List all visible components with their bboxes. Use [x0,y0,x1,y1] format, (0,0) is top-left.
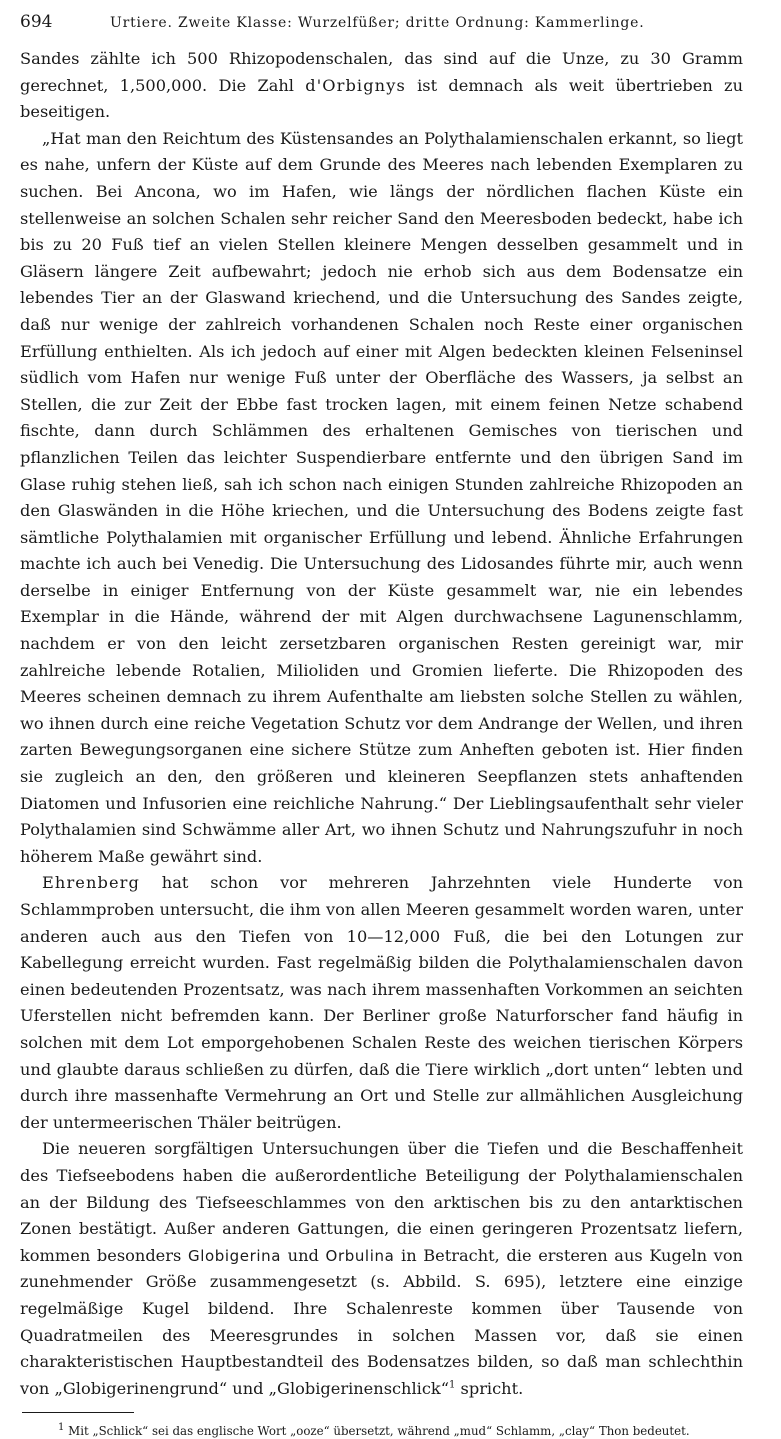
paragraph-4-text-c: in Betracht, die ersteren aus Kugeln von zunehmender Größe zusammengesetzt (s. Abbild. S. 695), letztere eine einzige regelmäßige Kugel bildend. Ihre Schalenreste kommen über Tausende von Quadratmeilen des Meeresgrundes in solchen Massen vor, daß sie einen charakteristischen Hauptbestandteil des Bodensatzes bilden, so daß man schlechthin von „Globigerinengrund“ und „Globigerinenschlick“ [20,1245,743,1398]
paragraph-1 [20,46,743,126]
footnote-number: 1 [58,1422,65,1434]
footnote-marker: 1 [449,1379,456,1391]
genus-orbulina: Orbulina [325,1246,395,1265]
paragraph-4-text-d: spricht. [455,1378,524,1398]
page-number: 694 [20,12,53,32]
body-text [20,46,743,1402]
genus-globigerina: Globigerina [187,1246,282,1265]
paragraph-4 [20,1136,743,1402]
footnote-rule [22,1412,134,1413]
paragraph-4-text-a: Die neueren sorgfältigen Untersuchungen über die Tiefen und die Beschaffenheit des Tiefseebodens haben die außerordentliche Beteiligung der Polythalamienschalen an der Bildung des Tiefseeschlammes von den arktischen bis zu den antarktischen Zonen bestätigt. Außer anderen Gattungen, die einen geringeren Prozentsatz liefern, kommen besonders [20,1139,743,1265]
paragraph-1-text-c: ist demnach als weit übertrieben zu beseitigen. [20,75,743,122]
paragraph-3-text: hat schon vor mehreren Jahrzehnten viele Hunderte von Schlammproben untersucht, die ihm von allen Meeren gesammelt worden waren, unter anderen auch aus den Tiefen von 10—12,000 Fuß, die bei den Lotungen zur Kabellegung erreicht wurden. Fast regelmäßig bilden die Polythalamienschalen davon einen bedeutenden Prozentsatz, was nach ihrem massenhaften Vorkommen an seichten Uferstellen nicht befremden kann. Der Berliner große Naturforscher fand häufig in solchen mit dem Lot emporgehobenen Schalen Reste des weichen tierischen Körpers und glaubte daraus schließen zu dürfen, daß die Tiere wirklich „dort unten“ lebten und durch ihre massenhafte Vermehrung an Ort und Stelle zur allmählichen Ausgleichung der untermeerischen Thäler beitrügen. [20,873,743,1132]
author-name-dorbigny: d'Orbignys [305,75,406,95]
author-name-ehrenberg: Ehrenberg [42,873,140,893]
paragraph-2-quote: „Hat man den Reichtum des Küstensandes an Polythalamienschalen erkannt, so liegt es nahe, unfern der Küste auf dem Grunde des Meeres nach lebenden Exemplaren zu suchen. Bei Ancona, wo im Hafen, wie längs der nördlichen flachen Küste ein stellenweise an solchen Schalen sehr reicher Sand den Meeresboden bedeckt, habe ich bis zu 20 Fuß tief an vielen Stellen kleinere Mengen desselben gesammelt und in Gläsern längere Zeit aufbewahrt; jedoch nie erhob sich aus dem Bodensatze ein lebendes Tier an der Glaswand kriechend, und die Untersuchung des Sandes zeigte, daß nur wenige der zahlreich vorhandenen Schalen noch Reste einer organischen Erfüllung enthielten. Als ich jedoch auf einer mit Algen bedeckten kleinen Felseninsel südlich vom Hafen nur wenige Fuß unter der Oberfläche des Wassers, ja selbst an Stellen, die zur Zeit der Ebbe fast trocken lagen, mit einem feinen Netze schabend fischte, dann durch Schlämmen des erhaltenen Gemisches von tierischen und pflanzlichen Teilen das leichter Suspendierbare entfernte und den übrigen Sand im Glase ruhig stehen ließ, sah ich schon nach einigen Stunden zahlreiche Rhizopoden an den Glaswänden in die Höhe kriechen, und die Untersuchung des Bodens zeigte fast sämtliche Polythalamien mit organischer Erfüllung und lebend. Ähnliche Erfahrungen machte ich auch bei Venedig. Die Untersuchung des Lidosandes führte mir, auch wenn derselbe in einiger Entfernung von der Küste gesammelt war, nie ein lebendes Exemplar in die Hände, während der mit Algen durchwachsene Lagunenschlamm, nachdem er von den leicht zersetzbaren organischen Resten gereinigt war, mir zahlreiche lebende Rotalien, Milioliden und Gromien lieferte. Die Rhizopoden des Meeres scheinen demnach zu ihrem Aufenthalte am liebsten solche Stellen zu wählen, wo ihnen durch eine reiche Vegetation Schutz vor dem Andrange der Wellen, und ihren zarten Bewegungsorganen eine sichere Stütze zum Anheften geboten ist. Hier finden sie zugleich an den, den größeren und kleineren Seepflanzen stets anhaftenden Diatomen und Infusorien eine reichliche Nahrung.“ Der Lieblingsaufenthalt sehr vieler Polythalamien sind Schwämme aller Art, wo ihnen Schutz und Nahrungszufuhr in noch höherem Maße gewährt sind. [20,128,743,866]
paragraph-3 [20,870,743,1136]
paragraph-4-text-b: und [281,1245,326,1265]
running-head: Urtiere. Zweite Klasse: Wurzelfüßer; dritte Ordnung: Kammerlinge. [110,15,645,31]
page-header [20,12,743,46]
footnote-text: Mit „Schlick“ sei das englische Wort „ooze“ übersetzt, während „mud“ Schlamm, „clay“ Thon bedeutet. [64,1424,690,1439]
paragraph-1-text-a: Sandes zählte ich 500 Rhizopodenschalen, das sind auf die Unze, zu 30 Gramm gerechnet, 1,500,000. Die Zahl [20,49,743,95]
footnote [20,1423,743,1439]
